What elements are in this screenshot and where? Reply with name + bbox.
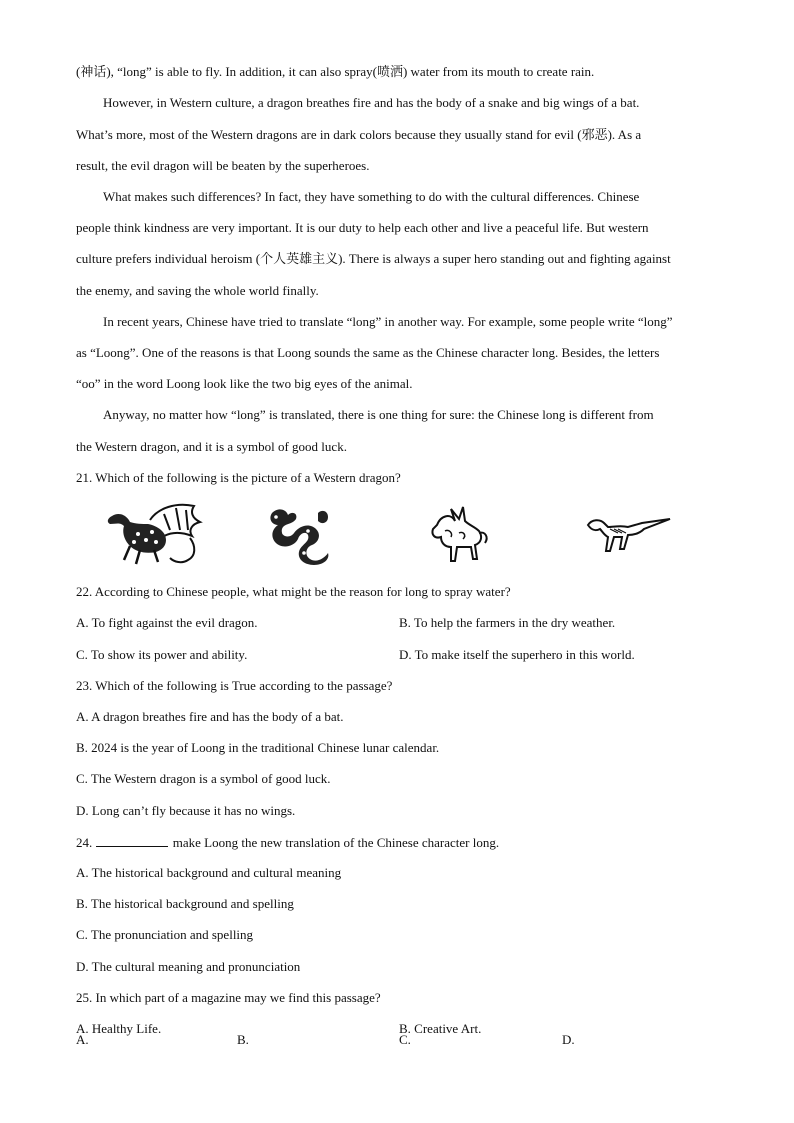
q21-option-d-label[interactable]: D. bbox=[562, 1032, 575, 1047]
question-24 bbox=[76, 834, 499, 851]
passage-line: (神话), “long” is able to fly. In addition, it can also spray(喷洒) water from its mouth to create rain. bbox=[76, 64, 595, 79]
question-24-number: 24. bbox=[76, 835, 93, 850]
passage-line: the Western dragon, and it is a symbol of good luck. bbox=[76, 439, 347, 454]
q21-option-a-label[interactable]: A. bbox=[76, 1032, 89, 1047]
passage-line: as “Loong”. One of the reasons is that Loong sounds the same as the Chinese character long. Besides, the letters bbox=[76, 345, 660, 360]
question-21: 21. Which of the following is the picture of a Western dragon? bbox=[76, 470, 401, 485]
question-25: 25. In which part of a magazine may we find this passage? bbox=[76, 990, 381, 1005]
question-24-text: make Loong the new translation of the Chinese character long. bbox=[172, 835, 500, 850]
passage-line: people think kindness are very important. It is our duty to help each other and live a peaceful life. But western bbox=[76, 220, 649, 235]
q21-option-c-label[interactable]: C. bbox=[399, 1032, 411, 1047]
question-22: 22. According to Chinese people, what might be the reason for long to spray water? bbox=[76, 584, 511, 599]
western-dragon-icon bbox=[100, 502, 206, 568]
passage-line: What’s more, most of the Western dragons are in dark colors because they usually stand for evil (邪恶). As a bbox=[76, 127, 642, 142]
q24-option-a[interactable]: A. The historical background and cultural meaning bbox=[76, 865, 342, 880]
q24-option-d[interactable]: D. The cultural meaning and pronunciation bbox=[76, 959, 301, 974]
passage-line: What makes such differences? In fact, they have something to do with the cultural differences. Chinese bbox=[103, 189, 640, 204]
passage-line: Anyway, no matter how “long” is translated, there is one thing for sure: the Chinese long is different from bbox=[103, 407, 654, 422]
chinese-dragon-icon bbox=[264, 503, 336, 567]
q22-option-b[interactable]: B. To help the farmers in the dry weather. bbox=[399, 615, 616, 630]
passage-line: However, in Western culture, a dragon breathes fire and has the body of a snake and big wings of a bat. bbox=[103, 95, 640, 110]
q23-option-d[interactable]: D. Long can’t fly because it has no wings. bbox=[76, 803, 296, 818]
dinosaur-icon bbox=[584, 515, 674, 555]
q22-option-d[interactable]: D. To make itself the superhero in this world. bbox=[399, 647, 635, 662]
passage-line: “oo” in the word Loong look like the two big eyes of the animal. bbox=[76, 376, 413, 391]
passage-line: result, the evil dragon will be beaten by the superheroes. bbox=[76, 158, 370, 173]
question-23: 23. Which of the following is True according to the passage? bbox=[76, 678, 393, 693]
q22-option-c[interactable]: C. To show its power and ability. bbox=[76, 647, 248, 662]
q23-option-b[interactable]: B. 2024 is the year of Loong in the traditional Chinese lunar calendar. bbox=[76, 740, 440, 755]
q21-option-b-label[interactable]: B. bbox=[237, 1032, 249, 1047]
q22-option-a[interactable]: A. To fight against the evil dragon. bbox=[76, 615, 258, 630]
q25-option-b[interactable]: B. Creative Art. bbox=[399, 1021, 482, 1036]
q24-option-c[interactable]: C. The pronunciation and spelling bbox=[76, 927, 254, 942]
passage-line: culture prefers individual heroism (个人英雄主义). There is always a super hero standing out and fighting against bbox=[76, 251, 671, 266]
passage-line: In recent years, Chinese have tried to translate “long” in another way. For example, some people write “long” bbox=[103, 314, 673, 329]
q23-option-a[interactable]: A. A dragon breathes fire and has the body of a bat. bbox=[76, 709, 344, 724]
winged-horse-icon bbox=[423, 503, 491, 567]
q23-option-c[interactable]: C. The Western dragon is a symbol of good luck. bbox=[76, 771, 331, 786]
q24-option-b[interactable]: B. The historical background and spelling bbox=[76, 896, 294, 911]
q25-option-a[interactable]: A. Healthy Life. bbox=[76, 1021, 162, 1036]
answer-blank[interactable] bbox=[96, 834, 168, 847]
passage-line: the enemy, and saving the whole world finally. bbox=[76, 283, 319, 298]
